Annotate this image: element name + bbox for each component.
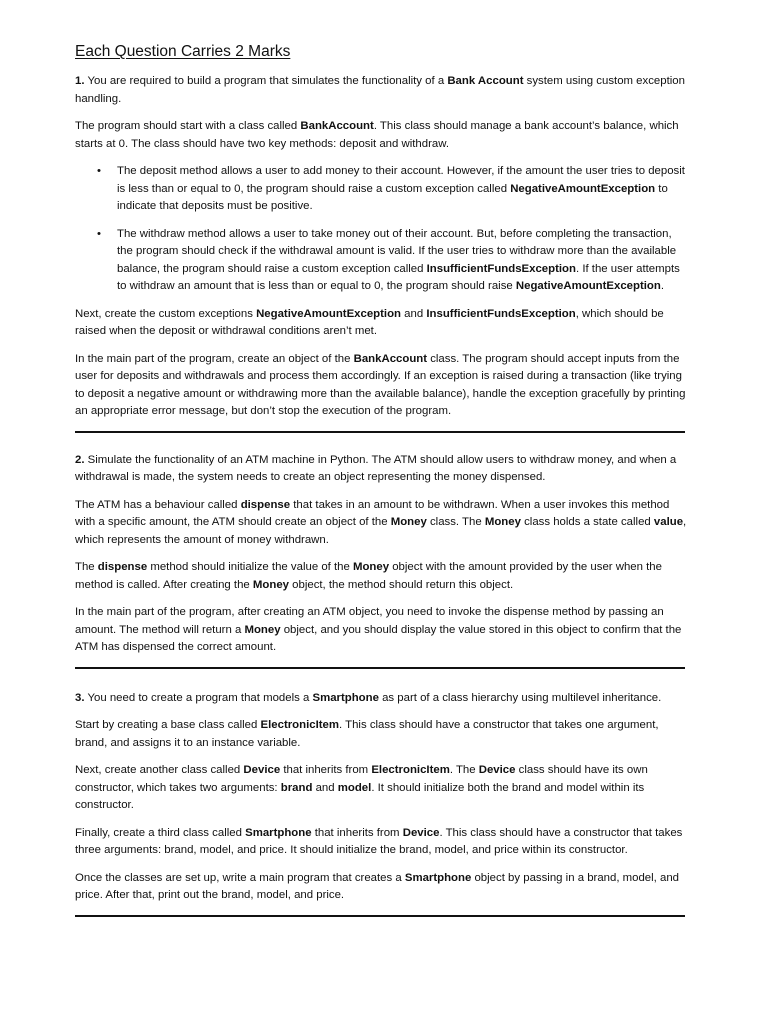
q3-main-paragraph: Once the classes are set up, write a main program that creates a Smartphone object by passing in a brand, model, and price. After that, print out the brand, model, and price. xyxy=(75,871,680,901)
question-2 xyxy=(75,452,690,669)
section-divider xyxy=(75,431,685,433)
q1-method-list xyxy=(75,163,690,296)
q3-intro: 3. You need to create a program that models a Smartphone as part of a class hierarchy using multilevel inheritance. xyxy=(75,691,662,704)
q1-main-paragraph: In the main part of the program, create an object of the BankAccount class. The program should accept inputs from the user for deposits and withdrawals and process them accordingly. If an exception is raised during a transaction (like trying to deposit a negative amount or withdrawing more than the available balance), handle the exception gracefully by printing an appropriate error message, but don’t stop the execution of the program. xyxy=(75,352,686,417)
q2-initialize-paragraph: The dispense method should initialize the value of the Money object with the amount provided by the user when the method is called. After creating the Money object, the method should return this object. xyxy=(75,561,662,591)
q2-intro: 2. Simulate the functionality of an ATM machine in Python. The ATM should allow users to withdraw money, and when a withdrawal is made, the system needs to create an object representing the money dispensed. xyxy=(75,453,677,483)
q2-dispense-paragraph: The ATM has a behaviour called dispense that takes in an amount to be withdrawn. When a user invokes this method with a specific amount, the ATM should create an object of the Money class. The Money class holds a state called value, which represents the amount of money withdrawn. xyxy=(75,498,687,546)
q1-intro: 1. You are required to build a program that simulates the functionality of a Bank Account system using custom exception handling. xyxy=(75,75,685,105)
q1-exceptions-paragraph: Next, create the custom exceptions NegativeAmountException and InsufficientFundsException, which should be raised when the deposit or withdrawal conditions aren’t met. xyxy=(75,307,664,337)
page-heading: Each Question Carries 2 Marks xyxy=(75,43,291,60)
q1-withdraw-bullet: • The withdraw method allows a user to take money out of their account. But, before completing the transaction, the program should check if the withdrawal amount is valid. If the user tries to withdraw more than the available balance, the program should raise a custom exception called InsufficientFundsException. If the user attempts to withdraw an amount that is less than or equal to 0, the program should raise NegativeAmountException. xyxy=(117,226,690,296)
q1-class-description: The program should start with a class called BankAccount. This class should manage a bank account’s balance, which starts at 0. The class should have two key methods: deposit and withdraw. xyxy=(75,120,679,150)
section-divider xyxy=(75,667,685,669)
q2-main-paragraph: In the main part of the program, after creating an ATM object, you need to invoke the dispense method by passing an amount. The method will return a Money object, and you should display the value stored in this object to confirm that the ATM has dispensed the correct amount. xyxy=(75,606,682,653)
q3-base-class-paragraph: Start by creating a base class called ElectronicItem. This class should have a constructor that takes one argument, brand, and assigns it to an instance variable. xyxy=(75,719,659,749)
q3-device-paragraph: Next, create another class called Device that inherits from ElectronicItem. The Device class should have its own constructor, which takes two arguments: brand and model. It should initialize both the brand and model within its constructor. xyxy=(75,764,648,811)
q3-smartphone-paragraph: Finally, create a third class called Smartphone that inherits from Device. This class should have a constructor that takes three arguments: brand, model, and price. It should initialize the brand, model, and price within its constructor. xyxy=(75,826,683,856)
q1-deposit-bullet: • The deposit method allows a user to add money to their account. However, if the amount the user tries to deposit is less than or equal to 0, the program should raise a custom exception called NegativeAmountException to indicate that deposits must be positive. xyxy=(117,163,690,216)
section-divider xyxy=(75,915,685,917)
document-page xyxy=(75,42,690,917)
question-1 xyxy=(75,73,690,433)
question-3 xyxy=(75,690,690,917)
